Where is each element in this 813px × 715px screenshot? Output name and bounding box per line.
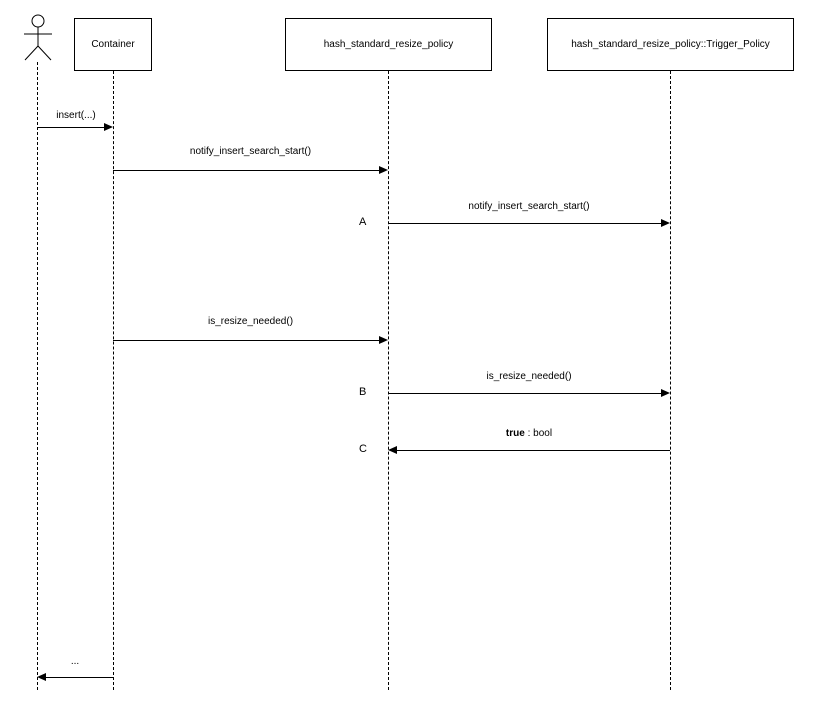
actor-figure	[16, 14, 60, 67]
lifeline-container	[113, 71, 114, 690]
step-label-b: B	[359, 386, 367, 398]
message-line-resize-2	[388, 393, 662, 394]
lifeline-trigger	[670, 71, 671, 690]
arrow-head-return-bool	[388, 446, 397, 454]
participant-box-container	[74, 18, 152, 71]
message-label-resize-1: is_resize_needed()	[207, 316, 294, 327]
message-label-insert: insert(...)	[56, 110, 96, 121]
participant-box-trigger	[547, 18, 794, 71]
return-value: true	[505, 428, 525, 439]
message-label-notify-2: notify_insert_search_start()	[468, 201, 590, 212]
participant-label: hash_standard_resize_policy	[323, 38, 454, 50]
participant-label: hash_standard_resize_policy::Trigger_Policy	[571, 38, 770, 50]
arrow-head-ellipsis	[37, 673, 46, 681]
message-line-notify-1	[113, 170, 380, 171]
participant-box-policy	[285, 18, 492, 71]
actor-icon	[16, 14, 60, 62]
message-line-notify-2	[388, 223, 662, 224]
step-label-c: C	[359, 443, 367, 455]
message-label-resize-2: is_resize_needed()	[486, 371, 572, 382]
step-label-a: A	[359, 216, 367, 228]
message-line-resize-1	[113, 340, 380, 341]
message-line-insert	[37, 127, 105, 128]
arrow-head-insert	[104, 123, 113, 131]
arrow-head-notify-2	[661, 219, 670, 227]
message-label-ellipsis: ...	[70, 656, 80, 667]
message-label-return-bool	[388, 428, 670, 439]
arrow-head-notify-1	[379, 166, 388, 174]
message-label-notify-1: notify_insert_search_start()	[189, 146, 312, 157]
arrow-head-resize-1	[379, 336, 388, 344]
message-line-ellipsis	[46, 677, 113, 678]
arrow-head-resize-2	[661, 389, 670, 397]
message-line-return-bool	[397, 450, 670, 451]
lifeline-actor	[37, 62, 38, 690]
return-type: : bool	[524, 428, 553, 439]
participant-label: Container	[91, 38, 135, 50]
